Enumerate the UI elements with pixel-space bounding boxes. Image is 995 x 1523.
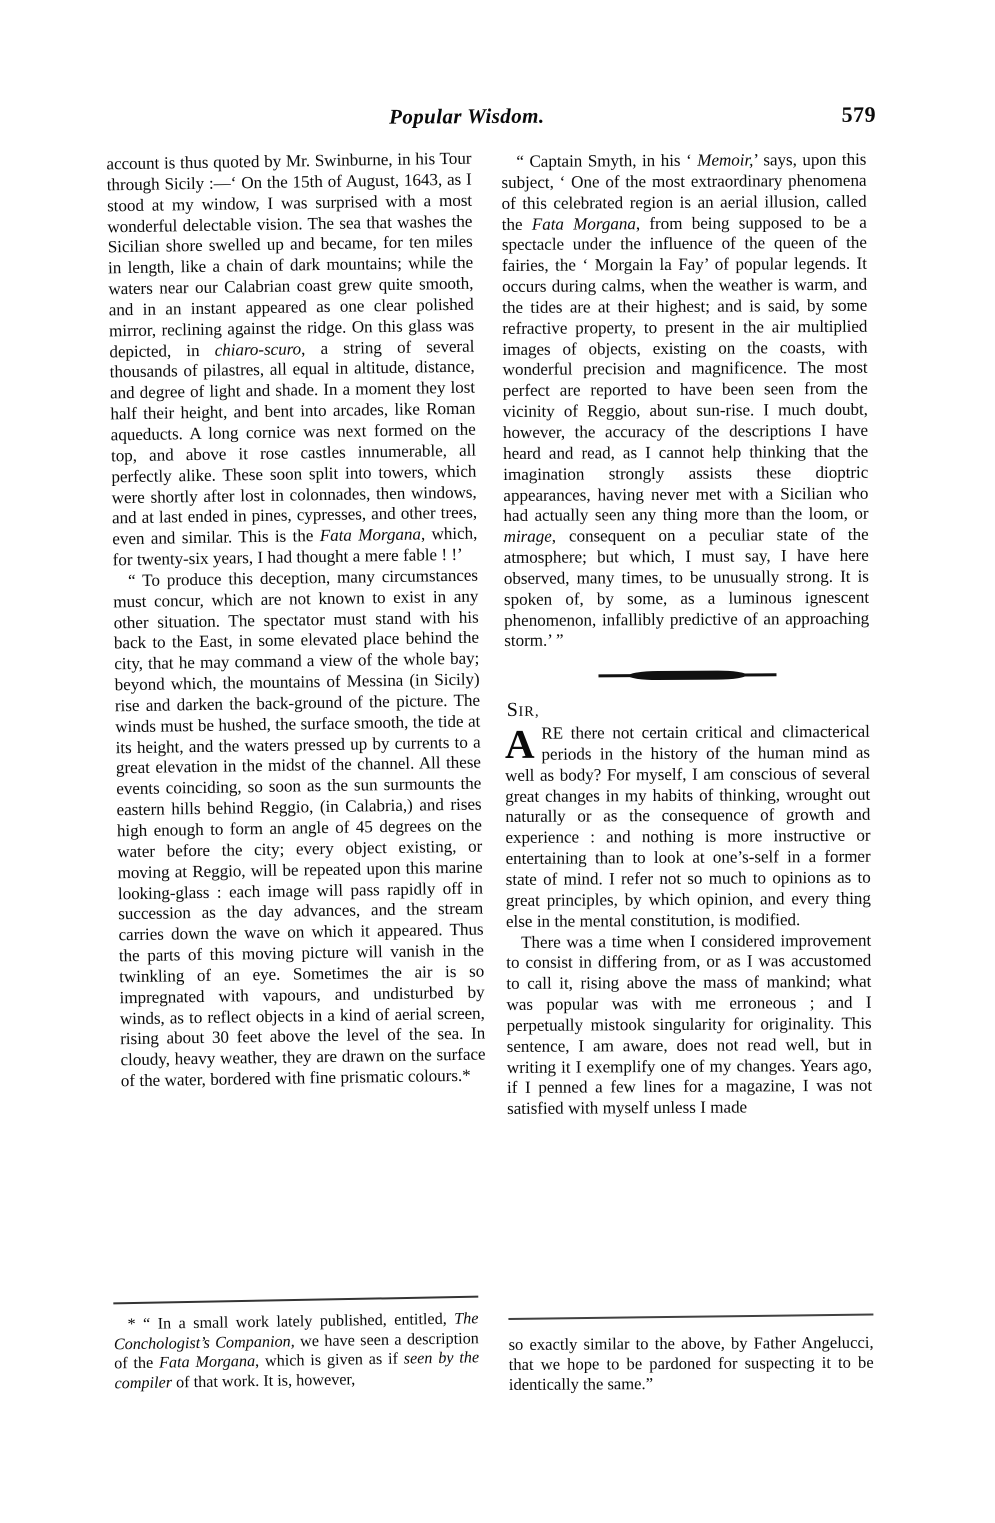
left-column-body xyxy=(106,149,486,1093)
footnote-text: so exactly similar to the above, by Father Angelucci, that we hope to be pardoned for suspecting it to be identically the same.” xyxy=(508,1332,874,1395)
running-head xyxy=(104,102,876,141)
paragraph: “ To produce this deception, many circumstances must concur, which are not known to exist in any other situation. The spectator must stand with his back to the East, in some elevated place behind the city, that he may command a view of the whole bay; beyond which, the mountains of Messina (in Sicily) rise and darken the back-ground of the picture. The winds must be hushed, the surface smooth, the tide at its height, and the waters pressed up by currents to a great elevation in the midst of the channel. All these events coinciding, so soon as the sun surmounts the eastern hills behind Reggio, (in Calabria,) and rises high enough to form an angle of 45 degrees on the water before the city; every object existing, or moving at Reggio, will be repeated upon this marine looking-glass : each image will pass rapidly off in succession as the day advances, and the stream carries down the wave on which it appeared. Thus the parts of this moving picture will vanish in the twinkling of an eye. Sometimes the air is so impregnated with vapours, and undisturbed by winds, as to reflect objects in a kind of aerial screen, rising about 30 feet above the level of the sea. In cloudy, heavy weather, they are drawn on the surface of the water, bordered with fine prismatic colours.* xyxy=(113,565,486,1091)
footnote-rule-left xyxy=(113,1296,478,1305)
running-head-title: Popular Wisdom. xyxy=(388,103,545,129)
salutation-rest: IR, xyxy=(518,703,540,721)
footnote-rule-right xyxy=(508,1313,873,1319)
footnote-left xyxy=(113,1309,479,1393)
page-number: 579 xyxy=(841,101,877,127)
footnote-text: * “ In a small work lately published, entitled, The Conchologist’s Companion, we have seen a description of the Fata Morgana, which is given as if seen by the compiler of that work. It is, however, xyxy=(113,1309,480,1393)
ornamental-divider-icon xyxy=(504,656,869,698)
paragraph: There was a time when I considered improvement to consist in differing from, or as I was accustomed to call it, rising above the mass of mankind; what was popular was with me erroneous ; and I perpetually mistook singularity for originality. This sentence, I am aware, does not read well, but in writing it I exemplify one of my changes. Years ago, if I penned a few lines for a magazine, I was not satisfied with myself unless I made xyxy=(506,930,873,1119)
paragraph xyxy=(505,722,871,933)
salutation-initial: S xyxy=(506,699,519,722)
drop-cap: A xyxy=(504,720,535,768)
right-column-body xyxy=(501,150,872,1120)
column-left xyxy=(106,148,486,1092)
paragraph: “ Captain Smyth, in his ‘ Memoir,’ says, upon this subject, ‘ One of the most extraordinary phenomena of this celebrated region is an aerial illusion, called the Fata Morgana, from being supposed to be a spectacle under the influence of the queen of the fairies, the ‘ Morgain la Fay’ of popular legends. It occurs during calms, when the weather is warm, and the tides are at their highest; and is said, by some refractive property, to present in the air multiplied images of objects, existing on the coasts, with wonderful precision and magnificence. The most perfect are reported to have been seen from the vicinity of Reggio, about sun-rise. I much doubt, however, the accuracy of the descriptions I have heard and read, as I cannot help thinking that the imagination strongly assists these dioptric appearances, having never met with a Sicilian who had actually seen any thing more than the loom, or mirage, consequent on a peculiar state of the atmosphere; but which, I must say, I have here observed, many times, to be unusually strong. It is spoken of, by some, as a luminous ignescent phenomenon, infallibly predictive of an approaching storm.’ ” xyxy=(501,149,870,651)
column-right xyxy=(501,150,872,1120)
paragraph-text: RE there not certain critical and climacterical periods in the history of the human mind as well as body? For myself, I am conscious of several great changes in my habits of thinking, wrought out naturally or as the consequence of growth and experience : and nothing is more instructive or entertaining than to look at one’s-self in a former state of mind. I refer not so much to opinions as to great principles, by which opinion, and every thing else in the mental constitution, is modified. xyxy=(505,721,871,931)
salutation xyxy=(507,698,870,723)
paragraph: account is thus quoted by Mr. Swinburne, in his Tour through Sicily :—‘ On the 15th of August, 1643, as I stood at my window, I was surprised with a most wonderful delectable vision. The sea that washes the Sicilian shore swelled up and became, for ten miles in length, like a chain of dark mountains; while the waters near our Calabrian coast grew quite smooth, and in an instant appeared as one clear polished mirror, reclining against the ridge. On this glass was depicted, in chiaro-scuro, a string of several thousands of pilastres, all equal in altitude, distance, and degree of light and shade. In a moment they lost half their height, and bent into arcades, like Roman aqueducts. A long cornice was next formed on the top, and above it rose castles innumerable, all perfectly alike. These soon split into towers, which were shortly after lost in colonnades, then windows, and at last ended in pines, cypresses, and other trees, even and similar. This is the Fata Morgana, which, for twenty-six years, I had thought a mere fable ! !’ xyxy=(106,148,478,570)
footnote-right xyxy=(509,1333,874,1396)
